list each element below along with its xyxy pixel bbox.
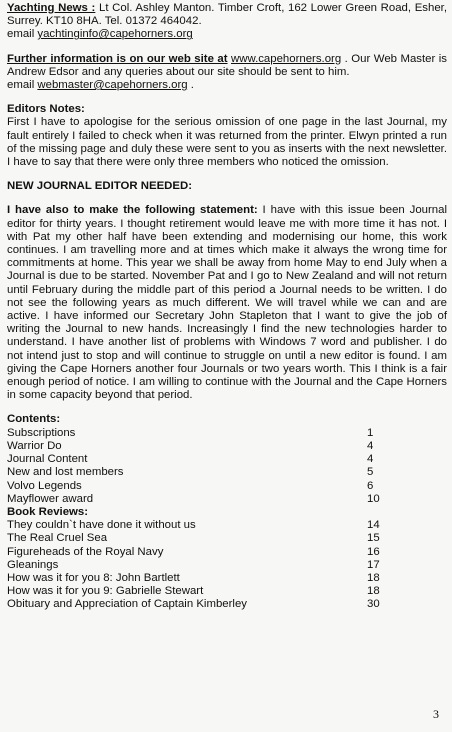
toc-page: 4 xyxy=(367,439,374,452)
website-label: Further information is on our web site at xyxy=(7,52,228,65)
book-reviews-heading-row xyxy=(7,506,417,519)
toc-title: Volvo Legends xyxy=(7,479,82,492)
toc-page: 30 xyxy=(367,598,380,611)
toc-row[interactable] xyxy=(7,480,417,493)
toc-row[interactable] xyxy=(7,598,417,611)
toc-page: 10 xyxy=(367,492,380,505)
toc-page: 16 xyxy=(367,545,380,558)
toc-row[interactable] xyxy=(7,440,417,453)
toc-title: Mayflower award xyxy=(7,492,94,505)
toc-page: 15 xyxy=(367,532,380,545)
webmaster-email-link[interactable]: webmaster@capehorners.org xyxy=(37,79,188,92)
toc-title: Gleanings xyxy=(7,558,59,571)
toc-page: 14 xyxy=(367,519,380,532)
toc-row[interactable] xyxy=(7,546,417,559)
new-editor-heading: NEW JOURNAL EDITOR NEEDED: xyxy=(7,180,193,193)
contents-table xyxy=(7,427,417,612)
book-reviews-heading: Book Reviews: xyxy=(7,505,89,518)
toc-title: Warrior Do xyxy=(7,439,62,452)
new-editor-paragraph xyxy=(7,204,447,402)
toc-row[interactable] xyxy=(7,493,417,506)
toc-title: Journal Content xyxy=(7,453,88,466)
yachting-news-label: Yachting News : xyxy=(7,2,96,14)
email-prefix: email xyxy=(7,79,38,92)
toc-title: They couldn`t have done it without us xyxy=(7,519,196,532)
toc-page: 5 xyxy=(367,466,374,479)
statement-lead: I have also to make the following statement: xyxy=(7,204,258,217)
toc-row[interactable] xyxy=(7,453,417,466)
contents-heading: Contents: xyxy=(7,413,61,426)
toc-page: 18 xyxy=(367,585,380,598)
toc-title: Figureheads of the Royal Navy xyxy=(7,545,164,558)
toc-row[interactable] xyxy=(7,532,417,545)
toc-title: Subscriptions xyxy=(7,426,76,439)
statement-body: I have with this issue been Journal editor for thirty years. I thought retirement would leave me with more time it has not. I with Pat my other half have been extending and modernising our home, this work continues. I am travelling more and at times which make it always the wrong time for commitments at home. This year we shall be away from home May to end July when a Journal is due to be started. November Pat and I go to New Zealand and will not return until February during the middle part of this period a Journal needs to be written. I do not see the following years as much different. We will travel while we can and are active. I have informed our Secretary John Stapleton that I want to give the job of writing the Journal to new hands. Increasingly I find the new technologies harder to understand. I have another list of problems with Windows 7 word and publisher. I do not intend just to stop and will continue to struggle on until a new editor is found. I am giving the Cape Horners another four Journals or two years worth. This I think is a fair enough period of notice. I am willing to continue with the Journal and the Cape Horners in some capacity beyond that period. xyxy=(7,204,448,402)
toc-row[interactable] xyxy=(7,519,417,532)
journal-page xyxy=(7,2,447,612)
yachting-news-text: Lt Col. Ashley Manton. Timber Croft, 162 Lower Green Road, Esher, Surrey. KT10 8HA. Tel. 01372 464042. xyxy=(7,2,447,28)
toc-title: The Real Cruel Sea xyxy=(7,532,108,545)
website-text: . Our Web Master is Andrew Edsor and any queries about our site should be sent to him. xyxy=(7,52,447,78)
toc-page: 17 xyxy=(367,558,380,571)
email-prefix: email xyxy=(7,28,38,41)
toc-title: How was it for you 8: John Bartlett xyxy=(7,571,180,584)
toc-page: 1 xyxy=(367,426,374,439)
toc-row[interactable] xyxy=(7,559,417,572)
page-number: 3 xyxy=(433,707,439,721)
editors-notes-heading: Editors Notes: xyxy=(7,103,85,116)
toc-page: 4 xyxy=(367,453,374,466)
toc-row[interactable] xyxy=(7,427,417,440)
toc-row[interactable] xyxy=(7,585,417,598)
website-paragraph xyxy=(7,53,447,93)
yachting-news-paragraph xyxy=(7,2,447,42)
toc-page: 18 xyxy=(367,571,380,584)
email-suffix: . xyxy=(187,79,194,92)
toc-title: New and lost members xyxy=(7,466,124,479)
toc-title: How was it for you 9: Gabrielle Stewart xyxy=(7,585,204,598)
editors-notes-body: First I have to apologise for the serious omission of one page in the last Journal, my fault entirely I failed to check when it was returned from the printer. Elwyn printed a run of the missing page and duly these were sent to you as inserts with the next newsletter. I have to say that there were only three members who noticed the omission. xyxy=(7,116,447,169)
toc-row[interactable] xyxy=(7,466,417,479)
yachting-email-link[interactable]: yachtinginfo@capehorners.org xyxy=(37,28,193,41)
toc-title: Obituary and Appreciation of Captain Kimberley xyxy=(7,598,247,611)
website-link[interactable]: www.capehorners.org xyxy=(231,52,342,65)
toc-row[interactable] xyxy=(7,572,417,585)
toc-page: 6 xyxy=(367,479,374,492)
